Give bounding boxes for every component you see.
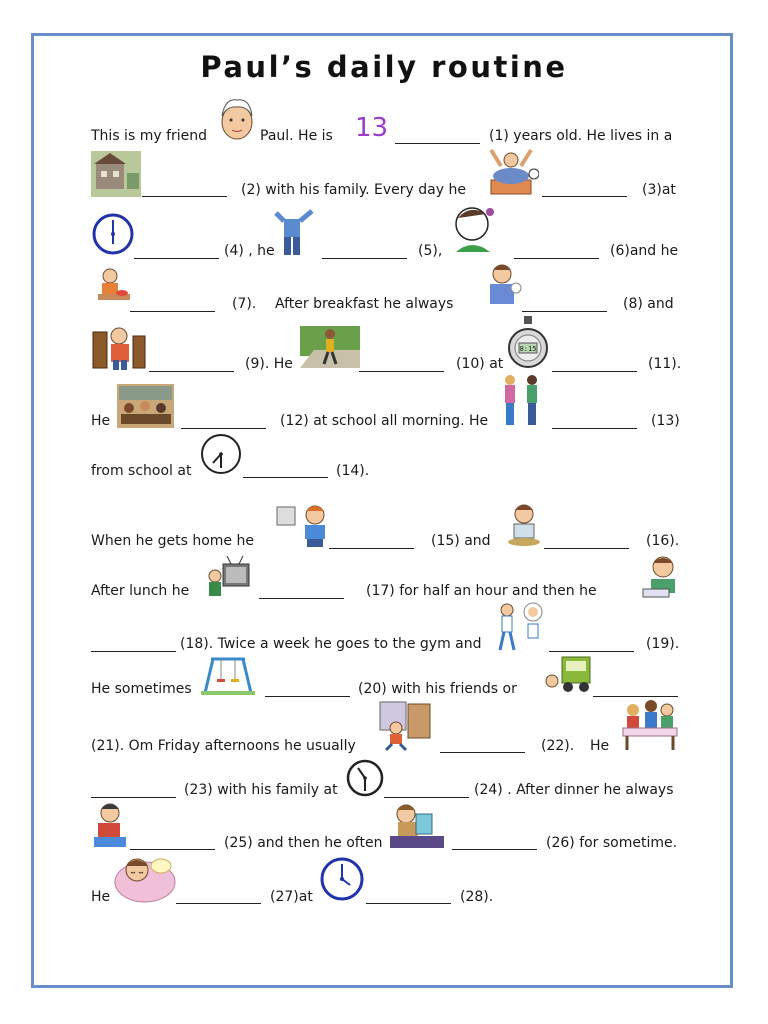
text-l6b: (12) at school all morning. He bbox=[280, 413, 489, 429]
gym-icon bbox=[493, 600, 549, 654]
text-l10b: (19). bbox=[646, 636, 680, 652]
text-l6a: He bbox=[91, 413, 111, 429]
stopwatch-icon bbox=[508, 316, 548, 372]
text-l4b: After breakfast he always bbox=[275, 296, 454, 312]
text-l3b: (5), bbox=[418, 243, 443, 259]
brushing-teeth-icon bbox=[450, 202, 498, 258]
text-l5a: (9). He bbox=[245, 356, 293, 372]
blank-10[interactable] bbox=[359, 371, 444, 372]
sleeping-icon bbox=[113, 852, 177, 904]
text-l1c: (1) years old. He lives in a bbox=[489, 128, 673, 144]
text-l9b: (17) for half an hour and then he bbox=[366, 583, 597, 599]
school-bag-icon bbox=[91, 324, 149, 370]
text-l5c: (11). bbox=[648, 356, 682, 372]
blank-1[interactable] bbox=[395, 143, 480, 144]
blank-7[interactable] bbox=[130, 311, 215, 312]
blank-16[interactable] bbox=[544, 548, 629, 549]
friends-icon bbox=[498, 372, 546, 428]
text-l15b: (27)at bbox=[270, 889, 313, 905]
getting-dressed-icon bbox=[272, 205, 316, 259]
text-l12b: (22). bbox=[541, 738, 575, 754]
bus-icon bbox=[544, 655, 594, 695]
text-l5b: (10) at bbox=[456, 356, 504, 372]
blank-19[interactable] bbox=[549, 651, 634, 652]
blank-20[interactable] bbox=[265, 696, 350, 697]
watching-tv-icon bbox=[207, 556, 253, 598]
text-l6c: (13) bbox=[651, 413, 680, 429]
clock-icon bbox=[199, 432, 243, 476]
blank-14[interactable] bbox=[243, 477, 328, 478]
clock-icon bbox=[91, 212, 135, 256]
age-number: 13 bbox=[355, 113, 389, 143]
blank-4[interactable] bbox=[134, 258, 219, 259]
waking-up-icon bbox=[487, 146, 539, 196]
text-l1b: Paul. He is bbox=[260, 128, 333, 144]
text-l8a: When he gets home he bbox=[91, 533, 254, 549]
text-l10a: (18). Twice a week he goes to the gym and bbox=[180, 636, 482, 652]
text-l13b: (24) . After dinner he always bbox=[474, 782, 674, 798]
laundry-icon bbox=[275, 501, 331, 547]
blank-17[interactable] bbox=[259, 598, 344, 599]
blank-8[interactable] bbox=[522, 311, 607, 312]
blank-28[interactable] bbox=[366, 903, 451, 904]
classroom-icon bbox=[117, 384, 174, 428]
text-l14a: (25) and then he often bbox=[224, 835, 383, 851]
text-l8b: (15) and bbox=[431, 533, 491, 549]
blank-21[interactable] bbox=[593, 696, 678, 697]
blank-27[interactable] bbox=[176, 903, 261, 904]
text-l7a: from school at bbox=[91, 463, 192, 479]
text-l8c: (16). bbox=[646, 533, 680, 549]
lunch-icon bbox=[504, 502, 544, 548]
blank-23[interactable] bbox=[91, 797, 176, 798]
text-l1a: This is my friend bbox=[91, 128, 208, 144]
washing-face-icon bbox=[484, 262, 524, 310]
blank-3[interactable] bbox=[542, 196, 627, 197]
blank-2[interactable] bbox=[142, 196, 227, 197]
boy-face-icon bbox=[217, 94, 257, 144]
text-l11b: (20) with his friends or bbox=[358, 681, 517, 697]
house-icon bbox=[91, 151, 141, 197]
text-l15c: (28). bbox=[460, 889, 494, 905]
blank-18[interactable] bbox=[91, 651, 176, 652]
playground-icon bbox=[201, 655, 255, 695]
text-l3c: (6)and he bbox=[610, 243, 679, 259]
page-title: Paul’s daily routine bbox=[200, 50, 568, 84]
text-l4a: (7). bbox=[232, 296, 257, 312]
blank-5[interactable] bbox=[322, 258, 407, 259]
text-l3a: (4) , he bbox=[224, 243, 275, 259]
text-l9a: After lunch he bbox=[91, 583, 190, 599]
text-l4c: (8) and bbox=[623, 296, 674, 312]
blank-9[interactable] bbox=[149, 371, 234, 372]
blank-22[interactable] bbox=[440, 752, 525, 753]
text-l12c: He bbox=[590, 738, 610, 754]
text-l12a: (21). Om Friday afternoons he usually bbox=[91, 738, 356, 754]
text-l2b: (3)at bbox=[642, 182, 676, 198]
walking-icon bbox=[300, 326, 360, 368]
clock-icon bbox=[346, 756, 384, 798]
text-l13a: (23) with his family at bbox=[184, 782, 338, 798]
playing-icon bbox=[378, 700, 432, 752]
clock-icon bbox=[319, 855, 365, 903]
blank-15[interactable] bbox=[329, 548, 414, 549]
blank-24[interactable] bbox=[384, 797, 469, 798]
blank-6[interactable] bbox=[514, 258, 599, 259]
text-l7b: (14). bbox=[336, 463, 370, 479]
text-l11a: He sometimes bbox=[91, 681, 192, 697]
bath-icon bbox=[92, 801, 130, 849]
family-dinner-icon bbox=[621, 698, 679, 752]
text-l2a: (2) with his family. Every day he bbox=[241, 182, 466, 198]
blank-13[interactable] bbox=[552, 428, 637, 429]
blank-25[interactable] bbox=[130, 849, 215, 850]
homework-icon bbox=[641, 553, 681, 599]
reading-icon bbox=[386, 800, 448, 852]
svg-text:8:15: 8:15 bbox=[519, 345, 537, 353]
blank-11[interactable] bbox=[552, 371, 637, 372]
text-l15a: He bbox=[91, 889, 111, 905]
blank-12[interactable] bbox=[181, 428, 266, 429]
blank-26[interactable] bbox=[452, 849, 537, 850]
breakfast-icon bbox=[96, 266, 132, 308]
text-l14b: (26) for sometime. bbox=[546, 835, 678, 851]
